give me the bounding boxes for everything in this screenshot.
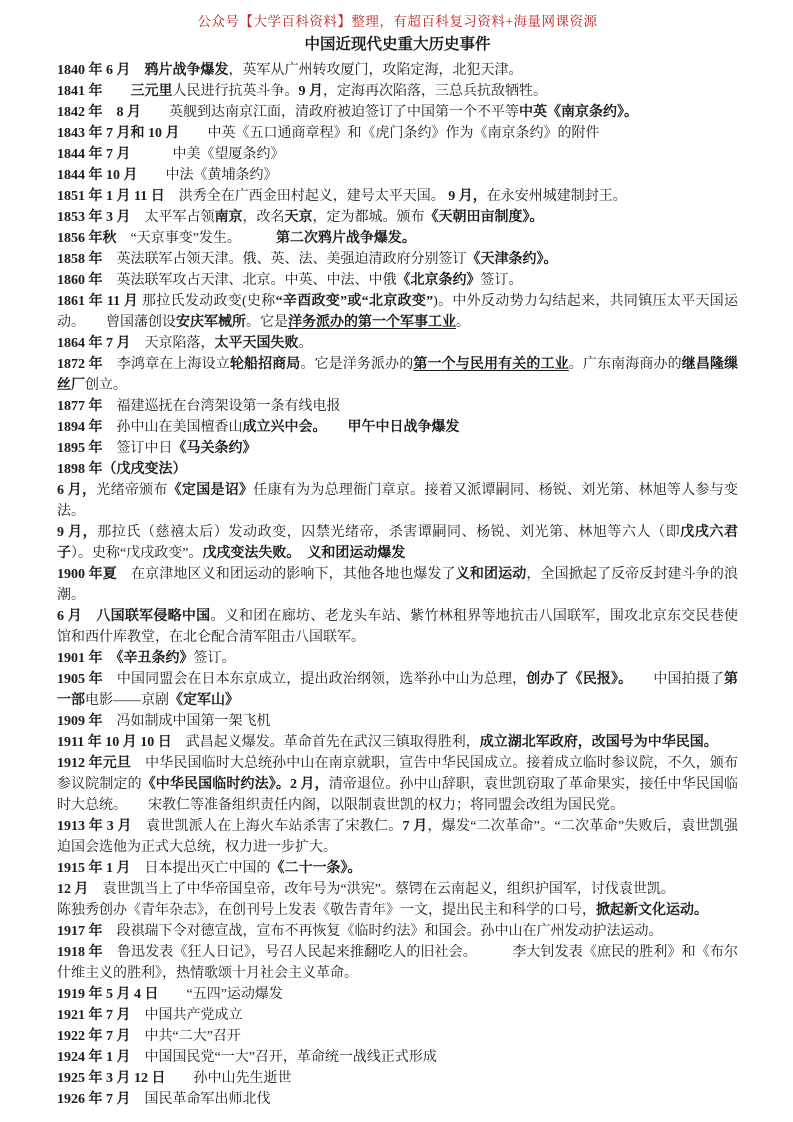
event-text: 国民革命军出师北伐 (144, 1092, 271, 1107)
event-text: 签订中日 (116, 441, 173, 456)
event-text: 李鸿章在上海设立 (116, 357, 230, 372)
event-text: 陈独秀创办《青年杂志》，在创刊号上发表《敬告青年》一文，提出民主和科学的口号， (57, 903, 596, 918)
event-highlight-text: 安庆军械所 (176, 315, 246, 330)
event-line (57, 1005, 738, 1026)
event-highlight-text: 9 月 (298, 84, 323, 99)
event-text: 袁世凯当上了中华帝国皇帝，改年号为“洪宪”。蔡锷在云南起义，组织护国军，讨伐袁世凯。 (88, 882, 675, 897)
event-line (57, 753, 738, 816)
event-line (57, 417, 738, 438)
event-text: 。 (298, 336, 313, 351)
event-text: 中国拍摄了 (625, 672, 725, 687)
event-highlight-text: 《北京条约》 (396, 273, 481, 288)
event-line (57, 606, 738, 648)
event-text: 太平军占领 (144, 210, 215, 225)
event-text: ，英军从广州转攻厦门，攻陷定海，北犯天津。 (228, 63, 523, 78)
event-highlight-text: 1918 年 (57, 945, 117, 960)
event-highlight-text: 1919 年 5 月 4 日 (57, 987, 187, 1002)
event-highlight-text: 1856 年秋 (57, 231, 131, 246)
event-text: ，定为都城。颁布 (312, 210, 425, 225)
event-text: 中共“二大”召开 (144, 1029, 241, 1044)
event-line (57, 228, 738, 249)
event-line (57, 921, 738, 942)
event-highlight-text: 1851 年 1 月 11 日 (57, 189, 179, 204)
event-text: ，改名 (242, 210, 285, 225)
event-text: ，定海再次陷落，三总兵抗敌牺牲。 (323, 84, 547, 99)
event-line (57, 354, 738, 396)
event-highlight-text: 1877 年 (57, 399, 117, 414)
event-line (57, 60, 738, 81)
event-text: 。义和团在廊坊、老龙头车站、紫竹林租界等地抗击八国联军，围攻北京东交民巷使馆和西什库教堂，在北仑配合清军阻击八国联军。 (57, 609, 739, 645)
event-highlight-text: 《马关条约》 (172, 441, 257, 456)
event-text: 中华民国临时大总统孙中山在南京就职，宣告中华民国成立。接着成立临时参议院，不久，颁布参议院制定的 (57, 756, 739, 792)
event-text: 签订。 (193, 651, 236, 666)
event-text (293, 546, 307, 561)
event-highlight-text: 1864 年 7 月 (57, 336, 145, 351)
event-highlight-text: 义和团运动爆发 (307, 546, 406, 561)
event-line (57, 438, 738, 459)
event-line (57, 291, 738, 333)
event-line (57, 81, 738, 102)
event-text: 签订。 (480, 273, 523, 288)
event-line (57, 144, 738, 165)
event-highlight-text: 《中华民国临时约法》。2 月， (141, 777, 329, 792)
event-text: 孙中山在美国檀香山 (116, 420, 243, 435)
event-line (57, 984, 738, 1005)
event-highlight-text: 第一个与民用有关的工业 (413, 357, 569, 372)
event-highlight-text: 1844 年 10 月 (57, 168, 166, 183)
event-highlight-text: 12 月 (57, 882, 89, 897)
event-highlight-text: 6 月， (57, 483, 97, 498)
event-line (57, 1047, 738, 1068)
event-line (57, 270, 738, 291)
event-text: 洪秀全在广西金田村起义，建号太平天国。 (178, 189, 449, 204)
event-highlight-text: 1894 年 (57, 420, 117, 435)
event-text: 冯如制成中国第一架飞机 (116, 714, 271, 729)
event-highlight-text: 中英《南京条约》。 (519, 105, 638, 120)
event-text: 孙中山先生逝世 (193, 1071, 292, 1086)
event-line (57, 942, 738, 984)
event-line (57, 1068, 738, 1089)
event-highlight-text: “辛酉政变”或“北京政变” (275, 294, 434, 309)
event-highlight-text: 1901 年 (57, 651, 117, 666)
event-highlight-text: 1898 年（戊戌变法） (57, 462, 187, 477)
event-text: 武昌起义爆发。革命首先在武汉三镇取得胜利， (185, 735, 480, 750)
event-highlight-text: 1905 年 (57, 672, 117, 687)
event-highlight-text: 1925 年 3 月 12 日 (57, 1071, 194, 1086)
event-highlight-text: 1853 年 3 月 (57, 210, 145, 225)
event-line (57, 900, 738, 921)
event-highlight-text: 1860 年 (57, 273, 117, 288)
event-text: 中国共产党成立 (144, 1008, 243, 1023)
event-text: 那拉氏（慈禧太后）发动政变，囚禁光绪帝，杀害谭嗣同、杨锐、刘光第、林旭等六人（即 (97, 525, 681, 540)
event-highlight-text: 洋务派办的第一个军事工业 (288, 315, 456, 330)
event-line (57, 711, 738, 732)
event-highlight-text: 第一部 (57, 672, 739, 708)
event-text: 。它是洋务派办的 (300, 357, 414, 372)
event-highlight-text: 戊戌六君子 (57, 525, 739, 561)
event-text: 那拉氏发动政变(史称 (142, 294, 276, 309)
event-highlight-text: 9 月， (448, 189, 487, 204)
event-highlight-text: 八国联军侵略中国 (96, 609, 211, 624)
event-highlight-text: 天京 (284, 210, 313, 225)
event-highlight-text: 成立兴中会。 (242, 420, 320, 435)
event-line (57, 249, 738, 270)
event-text: 在永安州城建制封王。 (486, 189, 627, 204)
event-highlight-text: 1911 年 10 月 10 日 (57, 735, 186, 750)
event-highlight-text: 《辛丑条约》 (116, 651, 194, 666)
event-highlight-text: 1843 年 7 月和 10 月 (57, 126, 208, 141)
event-text: ，全国掀起了反帝反封建斗争的浪潮。 (57, 567, 739, 603)
event-highlight-text: 1841 年 (57, 84, 131, 99)
event-text: )。中外反动势力勾结起来，共同镇压太平天国运动。 曾国藩创设 (57, 294, 738, 330)
event-text: ）。史称“戊戌政变”。 (71, 546, 203, 561)
event-highlight-text: 1861 年 11 月 (57, 294, 142, 309)
event-highlight-text: 《定国是诏》 (167, 483, 254, 498)
page-title: 中国近现代史重大历史事件 (304, 36, 491, 53)
event-text: 日本提出灭亡中国的 (144, 861, 271, 876)
event-text: 中法《黄埔条约》 (165, 168, 278, 183)
event-text: “五四”运动爆发 (186, 987, 283, 1002)
event-line (57, 480, 738, 522)
event-highlight-text: 1912 年元旦 (57, 756, 131, 771)
event-highlight-text: 义和团运动 (455, 567, 527, 582)
event-text: 福建巡抚在台湾架设第一条有线电报 (116, 399, 341, 414)
event-highlight-text: 甲午中日战争爆发 (347, 420, 460, 435)
event-line (57, 564, 738, 606)
event-text: 中国同盟会在日本东京成立，提出政治纲领，选举孙中山为总理， (116, 672, 527, 687)
event-highlight-text: 三元里 (130, 84, 173, 99)
event-highlight-text: 1900 年夏 (57, 567, 117, 582)
event-highlight-text: 1840 年 6 月 (57, 63, 145, 78)
event-text: 。它是 (246, 315, 288, 330)
event-highlight-text: 1858 年 (57, 252, 117, 267)
event-highlight-text: 6 月 (57, 609, 97, 624)
event-text: 任康有为为总理衙门章京。接着又派谭嗣同、杨锐、刘光第、林旭等人参与变法。 (57, 483, 739, 519)
event-highlight-text: 《定军山》 (169, 693, 239, 708)
event-highlight-text: 太平天国失败 (214, 336, 299, 351)
event-line (57, 732, 738, 753)
event-text: 英法联军攻占天津、北京。中英、中法、中俄 (116, 273, 397, 288)
event-line (57, 123, 738, 144)
event-highlight-text: 鸦片战争爆发 (144, 63, 229, 78)
event-line (57, 186, 738, 207)
event-highlight-text: 《天朝田亩制度》。 (424, 210, 544, 225)
event-highlight-text: 1872 年 (57, 357, 117, 372)
event-line (57, 396, 738, 417)
event-highlight-text: 1895 年 (57, 441, 117, 456)
event-text: 创立。 (85, 378, 127, 393)
event-highlight-text: 7 月 (402, 819, 428, 834)
event-text: 天京陷落， (144, 336, 215, 351)
event-highlight-text: 《天津条约》。 (466, 252, 558, 267)
event-line (57, 858, 738, 879)
event-highlight-text: 掀起新文化运动。 (596, 903, 708, 918)
event-line (57, 333, 738, 354)
event-line (57, 1089, 738, 1110)
event-highlight-text: 1917 年 (57, 924, 117, 939)
event-highlight-text: 1915 年 1 月 (57, 861, 145, 876)
event-highlight-text: 1842 年 8 月 (57, 105, 169, 120)
event-text: 清帝退位。孙中山辞职，袁世凯窃取了革命果实，接任中华民国临时大总统。 宋教仁等准备组织责任内阁，以限制袁世凯的权力；将同盟会改组为国民党。 (57, 777, 739, 813)
event-highlight-text: 创办了《民报》。 (526, 672, 626, 687)
event-highlight-text: 1913 年 3 月 (57, 819, 146, 834)
event-highlight-text: 戊戌变法失败。 (202, 546, 294, 561)
event-line (57, 1026, 738, 1047)
event-text: 袁世凯派人在上海火车站杀害了宋教仁。 (146, 819, 403, 834)
event-text: “天京事变”发生。 (130, 231, 276, 246)
event-line (57, 459, 738, 480)
event-highlight-text: 1922 年 7 月 (57, 1029, 145, 1044)
events-list (57, 60, 738, 1110)
event-line (57, 207, 738, 228)
event-highlight-text: 9 月， (57, 525, 98, 540)
event-text: 在京津地区义和团运动的影响下，其他各地也爆发了 (116, 567, 456, 582)
event-text: 英法联军占领天津。俄、英、法、美强迫清政府分别签订 (116, 252, 467, 267)
event-text: 人民进行抗英斗争。 (172, 84, 299, 99)
promo-header: 公众号【大学百科资料】整理，有超百科复习资料+海量网课资源 (197, 14, 598, 29)
event-text: 中美《望厦条约》 (172, 147, 285, 162)
event-line (57, 669, 738, 711)
event-text: 段祺瑞下令对德宣战，宣布不再恢复《临时约法》和国会。孙中山在广州发动护法运动。 (116, 924, 663, 939)
event-text: 电影——京剧 (85, 693, 169, 708)
event-text: 光绪帝颁布 (96, 483, 168, 498)
event-highlight-text: 1844 年 7 月 (57, 147, 173, 162)
event-text: 中国国民党“一大”召开，革命统一战线正式形成 (144, 1050, 437, 1065)
event-line (57, 102, 738, 123)
event-highlight-text: 轮船招商局 (229, 357, 301, 372)
event-highlight-text: 1926 年 7 月 (57, 1092, 145, 1107)
event-text: 。广东南海商办的 (568, 357, 682, 372)
event-highlight-text: 南京 (214, 210, 243, 225)
event-highlight-text: 《二十一条》。 (270, 861, 362, 876)
event-text: 鲁迅发表《狂人日记》，号召人民起来推翻吃人的旧社会。 李大钊发表《庶民的胜利》和《布尔什维主义的胜利》，热情歌颂十月社会主义革命。 (57, 945, 739, 981)
event-line (57, 165, 738, 186)
event-text: ，爆发“二次革命”。“二次革命”失败后，袁世凯强迫国会选他为正式大总统，权力进一步扩大。 (57, 819, 739, 855)
event-text (320, 420, 348, 435)
event-line (57, 522, 738, 564)
event-text: 中英《五口通商章程》和《虎门条约》作为《南京条约》的附件 (207, 126, 600, 141)
event-highlight-text: 继昌隆缫丝厂 (57, 357, 739, 393)
event-text: 英舰到达南京江面，清政府被迫签订了中国第一个不平等 (169, 105, 519, 120)
event-line (57, 879, 738, 900)
event-text: 。 (456, 315, 470, 330)
event-line (57, 816, 738, 858)
event-highlight-text: 1921 年 7 月 (57, 1008, 145, 1023)
event-line (57, 648, 738, 669)
event-highlight-text: 1924 年 1 月 (57, 1050, 145, 1065)
event-highlight-text: 1909 年 (57, 714, 117, 729)
event-highlight-text: 成立湖北军政府，改国号为中华民国。 (479, 735, 718, 750)
event-highlight-text: 第二次鸦片战争爆发。 (275, 231, 416, 246)
